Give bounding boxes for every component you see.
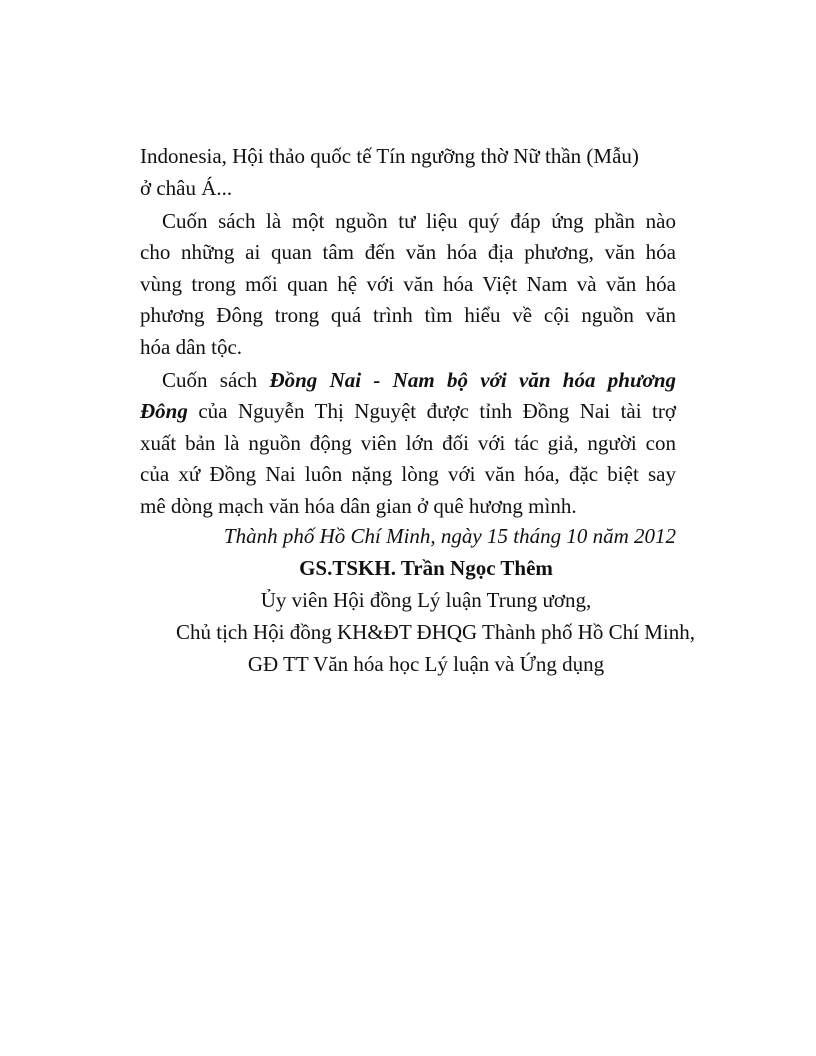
text-line: mê dòng mạch văn hóa dân gian ở quê hương mình.	[140, 493, 577, 518]
text-line	[140, 396, 676, 428]
signature-block	[140, 520, 695, 680]
book-title: Đồng Nai - Nam bộ với văn hóa phương	[269, 367, 677, 392]
signature-role: Ủy viên Hội đồng Lý luận Trung ương,	[260, 588, 592, 612]
body-text	[140, 141, 676, 524]
book-title: Đông	[140, 399, 188, 423]
text-line: cho những ai quan tâm đến văn hóa địa phương, văn hóa	[140, 240, 676, 264]
text-line: ở châu Á...	[140, 175, 233, 200]
paragraph-book-sponsor	[140, 365, 676, 523]
text-fragment: của Nguyễn Thị Nguyệt được tỉnh Đồng Nai tài trợ	[187, 399, 676, 423]
paragraph-book-value	[140, 206, 676, 364]
text-line: phương Đông trong quá trình tìm hiểu về cội nguồn văn	[140, 303, 676, 327]
text-line	[140, 365, 676, 397]
text-line: hóa dân tộc.	[140, 334, 243, 359]
text-line: của xứ Đồng Nai luôn nặng lòng với văn hóa, đặc biệt say	[140, 462, 676, 486]
text-line: xuất bản là nguồn động viên lớn đối với tác giả, người con	[140, 430, 676, 455]
signature-role: Chủ tịch Hội đồng KH&ĐT ĐHQG Thành phố Hồ Chí Minh,	[176, 620, 695, 644]
text-fragment: Cuốn sách	[162, 367, 270, 392]
signature-role: GĐ TT Văn hóa học Lý luận và Ứng dụng	[247, 652, 605, 676]
signature-date: Thành phố Hồ Chí Minh, ngày 15 tháng 10 năm 2012	[223, 524, 676, 548]
text-line: vùng trong mối quan hệ với văn hóa Việt Nam và văn hóa	[140, 271, 676, 296]
text-line: Indonesia, Hội thảo quốc tế Tín ngưỡng thờ Nữ thần (Mẫu)	[140, 144, 639, 168]
text-line: Cuốn sách là một nguồn tư liệu quý đáp ứng phần nào	[162, 208, 676, 233]
paragraph-continuation	[140, 141, 676, 204]
signature-name: GS.TSKH. Trần Ngọc Thêm	[299, 556, 553, 580]
